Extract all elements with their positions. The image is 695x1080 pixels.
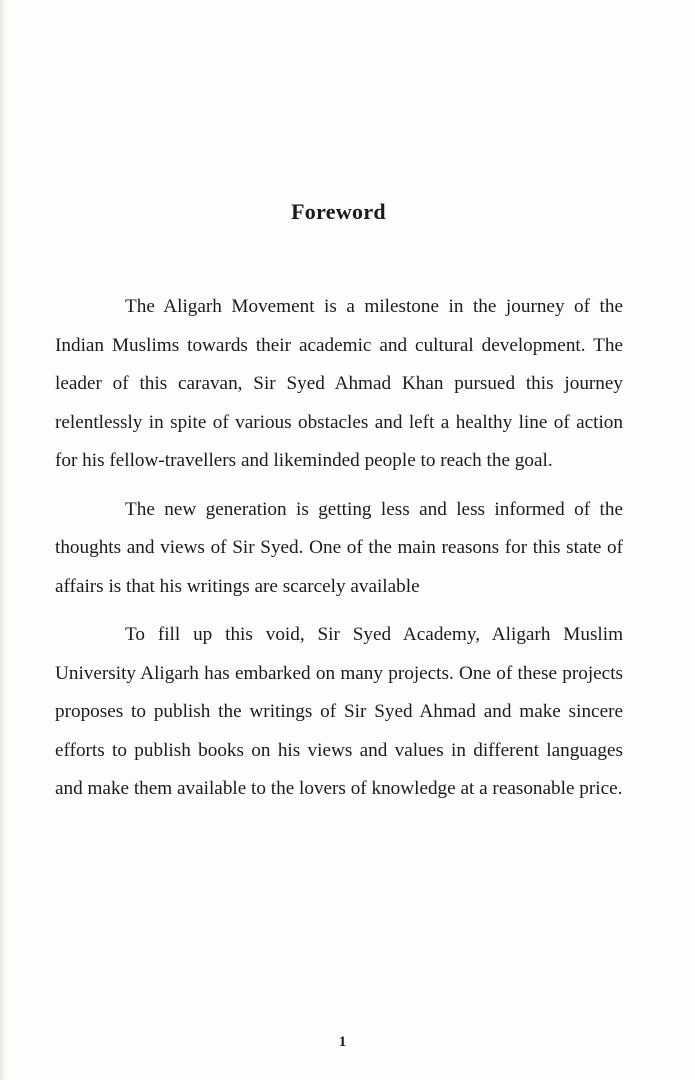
paragraph-1: The Aligarh Movement is a milestone in the journey of the Indian Muslims towards their academic and cultural development. The leader of this caravan, Sir Syed Ahmad Khan pursued this journey relentlessly in spite of various obstacles and left a healthy line of action for his fellow-travellers and likeminded people to reach the goal. — [55, 296, 623, 471]
paragraph-3: To fill up this void, Sir Syed Academy, Aligarh Muslim University Aligarh has embarked on many projects. One of these projects proposes to publish the writings of Sir Syed Ahmad and make sincere efforts to publish books on his views and values in different languages and make them available to the lovers of knowledge at a reasonable price. — [55, 624, 623, 799]
page-gutter-shadow — [0, 0, 6, 1080]
page-number: 1 — [338, 1034, 347, 1050]
foreword-body — [55, 288, 623, 809]
page-title: Foreword — [291, 199, 386, 224]
paragraph-2: The new generation is getting less and less informed of the thoughts and views of Sir Syed. One of the main reasons for this state of affairs is that his writings are scarcely available — [55, 498, 623, 597]
